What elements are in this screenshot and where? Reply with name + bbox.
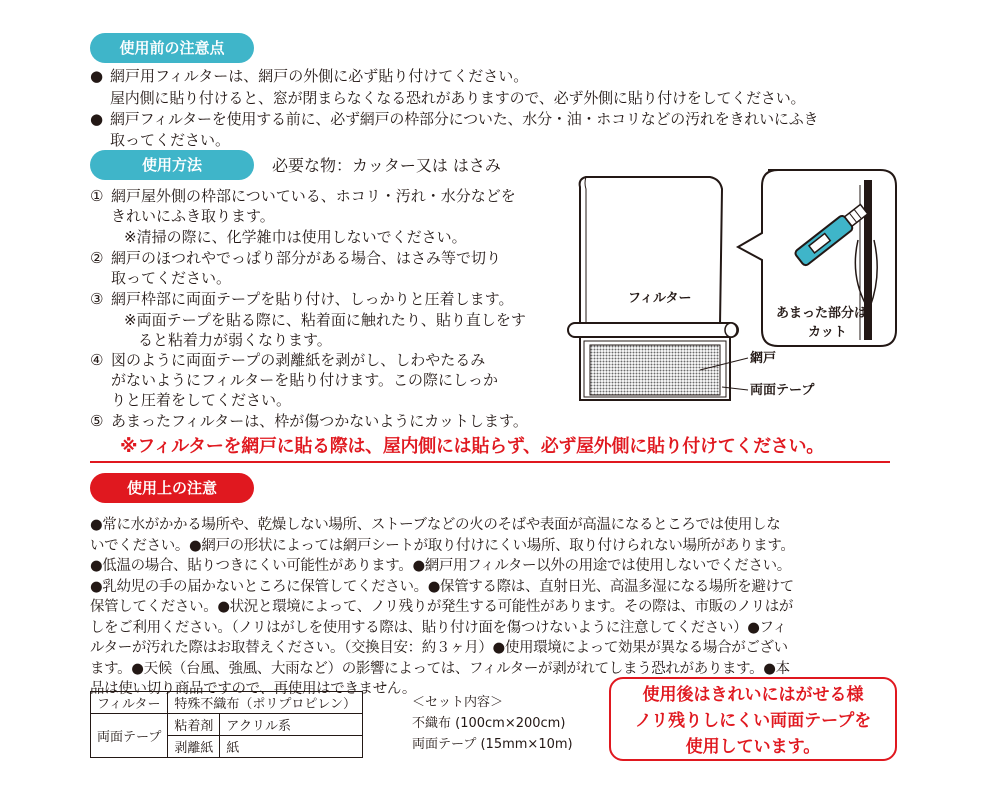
- spec-header-adhesive: 粘着剤: [168, 714, 220, 736]
- step-4-line2: がないようにフィルターを貼り付けます。この際にしっか: [111, 371, 499, 389]
- callout-line1: 使用後はきれいにはがせる様: [642, 685, 864, 705]
- set-item-nonwoven: 不織布 (100cm×200cm): [412, 716, 566, 731]
- step-5-number: ⑤: [90, 412, 104, 430]
- step-2-line2: 取ってください。: [111, 269, 232, 287]
- callout-line2: ノリ残りしにくい両面テープを: [634, 711, 872, 731]
- section-label-how-to-use: 使用方法: [90, 150, 254, 180]
- step-4-line1: 図のように両面テープの剥離紙を剥がし、しわやたるみ: [111, 351, 486, 369]
- filter-roll: [568, 323, 738, 337]
- caution-line: ルターが汚れた際はお取替えください。（交換目安：約３ヶ月）●使用環境によって効果が異なる場合がござい: [90, 640, 788, 656]
- caution-line: ●乳幼児の手の届かないところに保管してください。●保管する際は、直射日光、高温多湿になる場所を避けて: [90, 578, 794, 595]
- spec-value-filter: 特殊不織布（ポリプロピレン）: [168, 692, 363, 714]
- step-1-line1: 網戸屋外側の枠部についている、ホコリ・汚れ・水分などを: [111, 187, 516, 205]
- step-1-number: ①: [90, 187, 104, 205]
- set-contents: [412, 692, 573, 755]
- material-spec-table: [90, 691, 363, 758]
- step-3-note2: ると粘着力が弱くなります。: [138, 331, 332, 349]
- step-3-number: ③: [90, 290, 104, 308]
- step-1-line2: きれいにふき取ります。: [111, 207, 275, 225]
- precaution-1-line2: 屋内側に貼り付けると、窓が閉まらなくなる恐れがありますので、必ず外側に貼り付けをしてください。: [110, 89, 806, 107]
- filter-label: フィルター: [628, 291, 692, 306]
- spec-header-release-paper: 剥離紙: [168, 736, 220, 758]
- caution-line: ます。●天候（台風、強風、大雨など）の影響によっては、フィルターが剥がれてしまう恐れがあります。●本: [90, 660, 790, 677]
- installation-illustration: [560, 165, 905, 410]
- precaution-2-line1: 網戸フィルターを使用する前に、必ず網戸の枠部分についた、水分・油・ホコリなどの汚れをきれいにふき: [110, 110, 819, 128]
- spec-header-filter: フィルター: [91, 692, 168, 714]
- caution-line: ●常に水がかかる場所や、乾燥しない場所、ストーブなどの火のそばや表面が高温になるところでは使用しな: [90, 517, 781, 533]
- screen-label: 網戸: [750, 351, 777, 366]
- step-3-note1: ※両面テープを貼る際に、粘着面に触れたり、貼り直しをす: [124, 311, 526, 329]
- caution-line: ●低温の場合、貼りつきにくい可能性があります。●網戸用フィルター以外の用途では使用しないでください。: [90, 558, 791, 574]
- caution-line: 品は使い切り商品ですので、再使用はできません。: [90, 681, 417, 697]
- step-4-line3: りと圧着をしてください。: [111, 391, 292, 409]
- warning-underline: [90, 461, 890, 463]
- bubble-text-line2: カット: [808, 325, 847, 340]
- spec-value-release-paper: 紙: [220, 736, 363, 758]
- caution-line: 保管してください。●状況と環境によって、ノリ残りが発生する可能性があります。その際は、市販のノリはが: [90, 599, 794, 615]
- usage-caution-text: [90, 515, 925, 700]
- step-2-number: ②: [90, 249, 104, 267]
- bullet-icon: ●: [90, 67, 104, 85]
- precaution-2-line2: 取ってください。: [110, 131, 231, 149]
- set-contents-title: ＜セット内容＞: [412, 695, 504, 710]
- step-4-number: ④: [90, 351, 104, 369]
- bubble-text-line1: あまった部分は: [776, 306, 868, 321]
- section-label-usage-caution: 使用上の注意: [90, 473, 254, 503]
- step-3-line1: 網戸枠部に両面テープを貼り付け、しっかりと圧着します。: [111, 290, 514, 308]
- caution-line: いでください。●網戸の形状によっては網戸シートが取り付けにくい場所、取り付けられない場所があります。: [90, 537, 795, 554]
- step-5-line1: あまったフィルターは、枠が傷つかないようにカットします。: [111, 412, 528, 430]
- set-item-tape: 両面テープ (15mm×10m): [412, 737, 573, 752]
- outdoor-side-warning: ※フィルターを網戸に貼る際は、屋内側には貼らず、必ず屋外側に貼り付けてください。: [120, 436, 824, 457]
- spec-header-tape: 両面テープ: [91, 714, 168, 758]
- step-1-note: ※清掃の際に、化学雑巾は使用しないでください。: [124, 228, 467, 246]
- callout-line3: 使用しています。: [685, 737, 821, 757]
- section-label-before-use: 使用前の注意点: [90, 33, 254, 63]
- caution-line: しをご利用ください。（ノリはがしを使用する際は、貼り付け面を傷つけないように注意してください）●フィ: [90, 619, 787, 636]
- tape-feature-callout: [609, 677, 897, 761]
- needed-items: 必要な物：カッター又は はさみ: [272, 156, 501, 175]
- step-2-line1: 網戸のほつれやでっぱり部分がある場合、はさみ等で切り: [111, 249, 502, 267]
- tape-label: 両面テープ: [750, 383, 815, 398]
- spec-value-adhesive: アクリル系: [220, 714, 363, 736]
- bullet-icon: ●: [90, 110, 104, 128]
- precaution-1-line1: 網戸用フィルターは、網戸の外側に必ず貼り付けてください。: [110, 67, 529, 85]
